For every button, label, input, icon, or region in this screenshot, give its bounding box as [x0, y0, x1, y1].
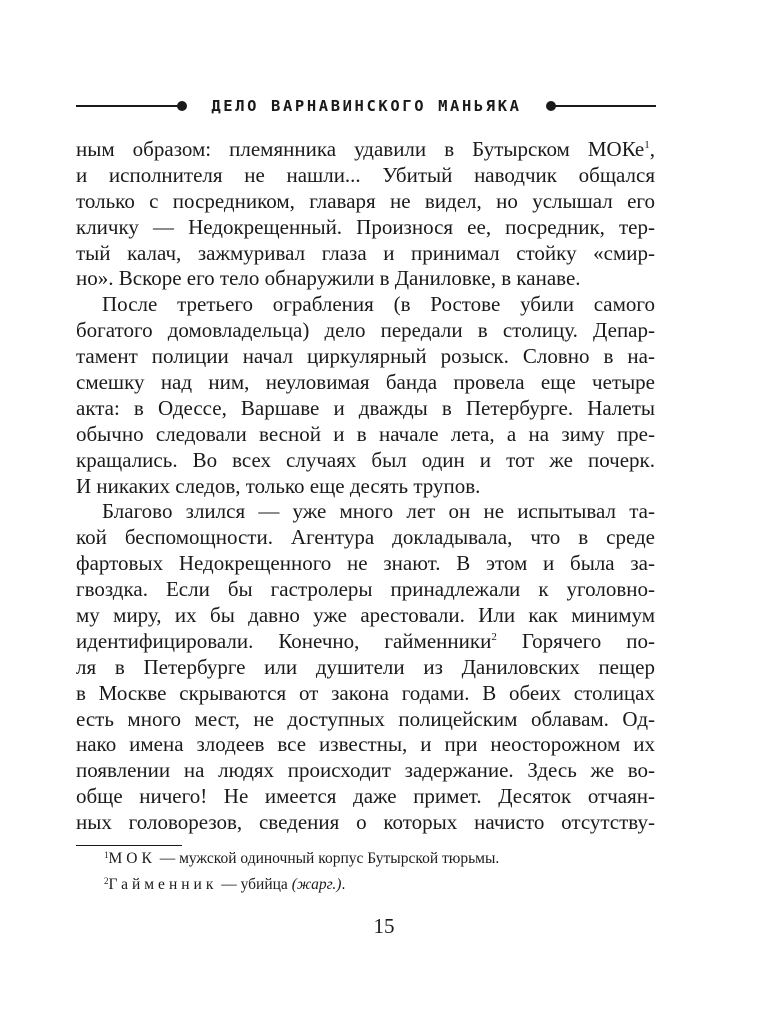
text-line: и исполнителя не нашли... Убитый наводчик общался — [76, 162, 655, 187]
text-line: кой беспомощности. Агентура докладывала, что в среде — [76, 525, 655, 550]
text-line: в Москве скрываются от закона годами. В обеих столицах — [76, 680, 655, 705]
running-head — [76, 92, 656, 120]
text-line: нако имена злодеев все известны, и при неосторожном их — [76, 732, 655, 757]
footnote-separator — [76, 845, 182, 846]
text-line: После третьего ограбления (в Ростове убили самого — [102, 292, 655, 317]
footnote-term: МОК — [108, 850, 156, 867]
text-line: му миру, их бы давно уже арестовали. Или как минимум — [76, 603, 655, 628]
header-rule-right — [554, 105, 656, 107]
text-line: богатого домовладельца) дело передали в столицу. Депар- — [76, 318, 655, 343]
text-line: И никаких следов, только еще десять трупов. — [76, 473, 481, 498]
footnote-term: Гайменник — [108, 876, 218, 893]
text-line: появлении на людях происходит задержание. Здесь же во- — [76, 758, 655, 783]
text-line: ным образом: племянника удавили в Бутырском МОКе$^1$, — [76, 137, 655, 161]
footnote-note: (жарг.) — [291, 876, 342, 893]
text-line: есть много мест, не доступных полицейским облавам. Од- — [76, 706, 655, 731]
footnote-ref-1: 1 — [644, 139, 650, 151]
text-line: только с посредником, главаря не видел, но услышал его — [76, 188, 655, 213]
text-line: кличку — Недокрещенный. Произнося ее, посредник, тер- — [76, 214, 655, 239]
text-line: тамент полиции начал циркулярный розыск. Словно в на- — [76, 344, 655, 369]
text-line: но». Вскоре его тело обнаружили в Даниловке, в канаве. — [76, 266, 581, 291]
text-line: тый калач, зажмуривал глаза и принимал стойку «смир- — [76, 240, 655, 265]
text-line: ля в Петербурге или душители из Даниловских пещер — [76, 654, 655, 679]
header-rule-left — [76, 105, 178, 107]
text-line: акта: в Одессе, Варшаве и дважды в Петербурге. Налеты — [76, 395, 655, 420]
text-line: фартовых Недокрещенного не знают. В этом и была за- — [76, 551, 655, 576]
text-line: смешку над ним, неуловимая банда провела еще четыре — [76, 370, 655, 395]
running-head-title: ДЕЛО ВАРНАВИНСКОГО МАНЬЯКА — [211, 97, 522, 115]
text-line: кращались. Во всех случаях был один и тот же почерк. — [76, 447, 655, 472]
text-line: ных головорезов, сведения о которых начисто отсутству- — [76, 810, 655, 835]
text-line: обычно следовали весной и в начале лета, а на зиму пре- — [76, 421, 655, 446]
text-line: гвоздка. Если бы гастролеры принадлежали к уголовно- — [76, 577, 655, 602]
footnote-ref-2: 2 — [491, 630, 497, 643]
text-line: идентифицировали. Конечно, гайменники$^2$ Горячего по- — [76, 628, 655, 653]
footnote-1: $^1$МОК — мужской одиночный корпус Бутырской тюрьмы. — [104, 850, 500, 867]
header-bullet-left — [177, 101, 187, 111]
text-line: обще ничего! Не имеется даже примет. Десяток отчаян- — [76, 784, 655, 809]
body-text — [76, 137, 655, 836]
footnote-2: $^2$Гайменник — убийца (жарг.). — [104, 876, 346, 893]
text-line: Благово злился — уже много лет он не испытывал та- — [102, 499, 655, 524]
page-number: 15 — [373, 914, 395, 938]
